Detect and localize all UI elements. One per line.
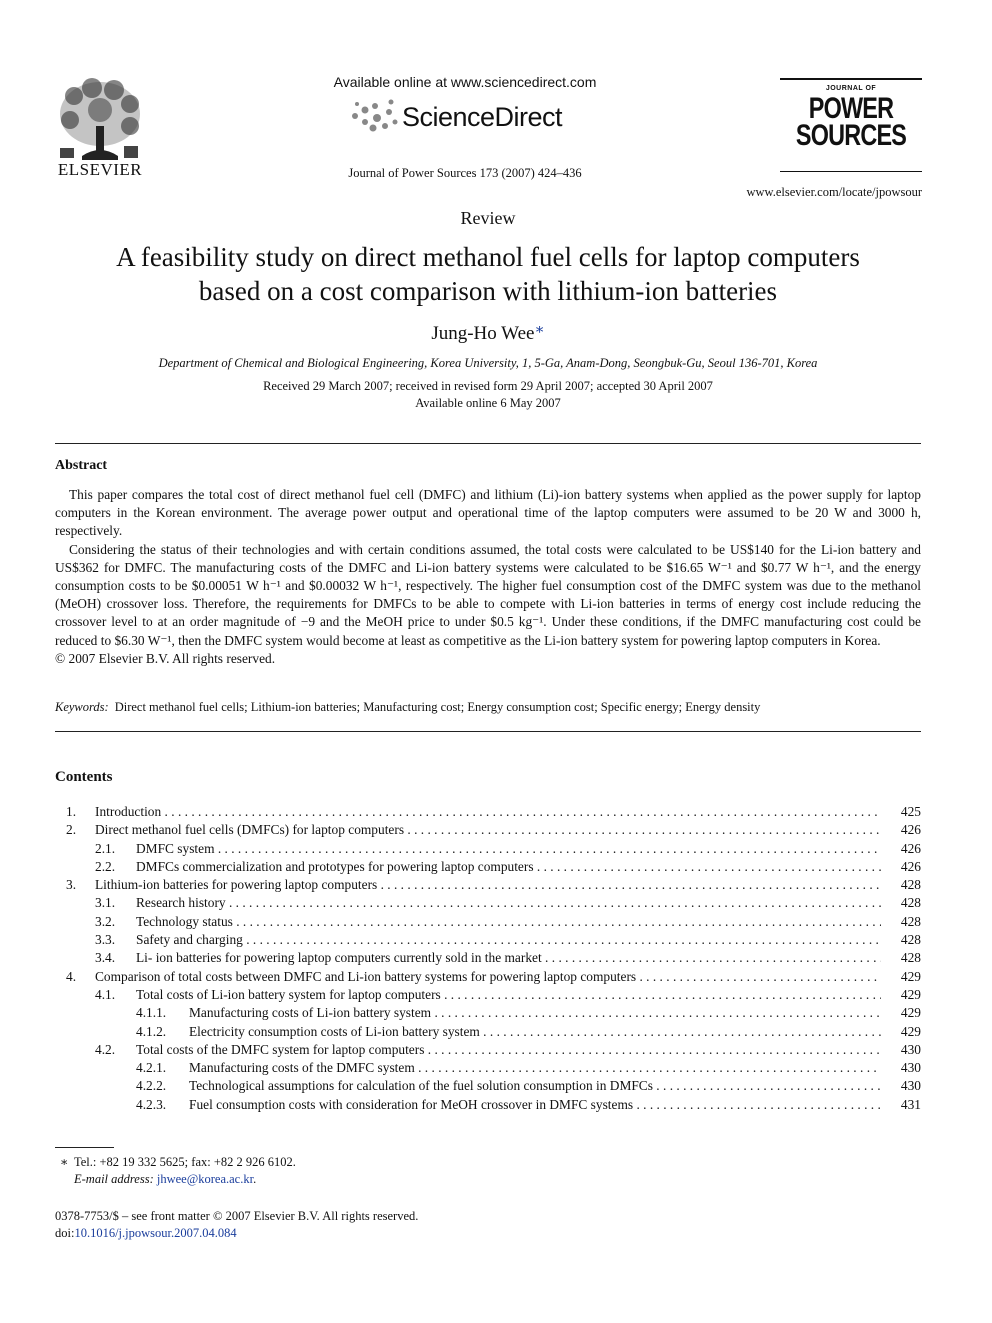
toc-entry-label[interactable]: Fuel consumption costs with consideration for MeOH crossover in DMFC systems . . . — [189, 1096, 881, 1114]
front-matter — [55, 1208, 418, 1242]
footnote-rule — [55, 1147, 114, 1148]
journal-logo-line2: SOURCES — [795, 119, 907, 152]
toc-entry-label[interactable]: Technological assumptions for calculation of the fuel solution consumption in DMFCs . . . — [189, 1077, 881, 1095]
doi-line — [55, 1225, 418, 1242]
toc-entry-label[interactable]: Direct methanol fuel cells (DMFCs) for laptop computers . . . — [95, 821, 881, 839]
toc-entry[interactable] — [55, 986, 921, 1004]
toc-entry-page: 429 — [900, 968, 921, 984]
toc-entry[interactable] — [55, 1077, 921, 1095]
footnote-mark: ∗ — [60, 1155, 69, 1169]
toc-entry-number: 3.3. — [95, 932, 116, 948]
toc-entry-page: 431 — [900, 1096, 921, 1112]
article-title — [60, 240, 916, 308]
toc-entry-number: 4.1. — [95, 986, 116, 1002]
journal-logo-rule-bottom — [780, 171, 922, 172]
toc-entry-label[interactable]: Technology status . . . — [136, 913, 881, 931]
toc-entry[interactable] — [55, 913, 921, 931]
footnote-tel: Tel.: +82 19 332 5625; fax: +82 2 926 6102. — [74, 1155, 296, 1169]
toc-entry-number: 3.2. — [95, 913, 116, 929]
toc-entry-number: 4.1.2. — [136, 1023, 167, 1039]
divider-bottom — [55, 731, 921, 732]
journal-url[interactable]: www.elsevier.com/locate/jpowsour — [746, 185, 922, 199]
toc-entry-number: 4.2.1. — [136, 1060, 167, 1076]
abstract-copyright: © 2007 Elsevier B.V. All rights reserved. — [55, 650, 276, 666]
received-dates: Received 29 March 2007; received in revised form 29 April 2007; accepted 30 April 2007 — [263, 379, 713, 393]
toc-entry-page: 426 — [900, 840, 921, 856]
abstract-paragraph-2: Considering the status of their technologies and with certain conditions assumed, the total costs were calculated to be US$140 for the Li-ion battery and US$362 for DMFC. The manufacturing costs of the DMFC and Li-ion battery systems were calculated to be $16.65 W⁻¹ and $0.77 W h⁻¹, and the energy consumption costs to be $0.00051 W h⁻¹ and $0.00032 W h⁻¹, respectively. The higher fuel consumption cost of the DMFC system was due to the methanol (MeOH) crossover loss. Therefore, the requirements for DMFCs to be able to compete with Li-ion batteries in terms of energy cost include reducing the crossover level to at an order magnitude of −9 and the MeOH price to under $0.5 kg⁻¹. Under these conditions, if the DMFC manufacturing cost could be reduced to $6.30 W⁻¹, then the DMFC system would become at least as competitive as the Li-ion battery system for powering laptop computers in Korea. — [55, 541, 921, 648]
toc-entry-page: 429 — [900, 1023, 921, 1039]
toc-entry[interactable] — [55, 803, 921, 821]
toc-entry-label[interactable]: Comparison of total costs between DMFC and Li-ion battery systems for powering laptop computers . . . — [95, 968, 881, 986]
toc-entry[interactable] — [55, 876, 921, 894]
footnote — [60, 1154, 296, 1187]
author-affiliation: Department of Chemical and Biological Engineering, Korea University, 1, 5-Ga, Anam-Dong, Seongbuk-Gu, Seoul 136-701, Korea — [158, 356, 818, 370]
toc-entry-label[interactable]: Electricity consumption costs of Li-ion battery system . . . — [189, 1023, 881, 1041]
toc-entry[interactable] — [55, 840, 921, 858]
article-type: Review — [460, 208, 516, 228]
toc-entry-page: 428 — [900, 932, 921, 948]
journal-logo-rule-top — [780, 78, 922, 80]
toc-entry-page: 428 — [900, 895, 921, 911]
author-name: Jung-Ho Wee — [431, 323, 535, 344]
toc-entry-label[interactable]: Manufacturing costs of Li-ion battery system . . . — [189, 1004, 881, 1022]
doi-label: doi: — [55, 1226, 75, 1240]
keywords-text: Direct methanol fuel cells; Lithium-ion batteries; Manufacturing cost; Energy consumption cost; Specific energy; Energy density — [114, 700, 761, 714]
toc-entry-page: 430 — [900, 1078, 921, 1094]
author-footnote-mark[interactable]: ∗ — [534, 322, 545, 338]
journal-logo-line1: POWER — [808, 92, 894, 125]
toc-entry-number: 2.2. — [95, 858, 116, 874]
email-label: E-mail address: — [74, 1171, 154, 1186]
email-end: . — [253, 1171, 257, 1186]
toc-entry[interactable] — [55, 858, 921, 876]
toc-entry-page: 428 — [900, 950, 921, 966]
doi-link[interactable]: 10.1016/j.jpowsour.2007.04.084 — [74, 1226, 237, 1240]
toc-entry-page: 425 — [900, 804, 921, 819]
toc-entry[interactable] — [55, 949, 921, 967]
article-dates — [60, 378, 916, 412]
journal-logo — [795, 92, 907, 152]
toc-entry-number: 1. — [66, 804, 77, 819]
abstract-paragraph-1: This paper compares the total cost of direct methanol fuel cell (DMFC) and lithium (Li)-ion battery systems when applied as the power supply for laptop computers in the Korean environment. The average power output and operational time of the laptop computers were assumed to be 20 W and 3000 h, respectively. — [55, 487, 921, 539]
available-online-text: Available online at www.sciencedirect.com — [333, 74, 597, 90]
toc-entry[interactable] — [55, 1023, 921, 1041]
title-line-2: based on a cost comparison with lithium-ion batteries — [198, 276, 778, 306]
toc-entry-label[interactable]: Manufacturing costs of the DMFC system . . . — [189, 1059, 881, 1077]
toc-entry-number: 3. — [66, 877, 77, 893]
toc-entry-label[interactable]: Total costs of Li-ion battery system for laptop computers . . . — [136, 986, 881, 1004]
toc-entry-page: 430 — [900, 1060, 921, 1076]
issn-line: 0378-7753/$ – see front matter © 2007 Elsevier B.V. All rights reserved. — [55, 1209, 419, 1223]
toc-entry[interactable] — [55, 1059, 921, 1077]
toc-entry[interactable] — [55, 1004, 921, 1022]
toc-entry-page: 426 — [900, 822, 921, 838]
toc-entry-page: 426 — [900, 858, 921, 874]
toc-entry-number: 3.1. — [95, 895, 116, 911]
toc-entry-label[interactable]: Safety and charging . . . — [136, 931, 881, 949]
abstract-heading: Abstract — [55, 458, 108, 473]
table-of-contents — [55, 803, 921, 1114]
toc-entry-label[interactable]: Introduction . . . — [95, 803, 881, 821]
author-line — [0, 320, 976, 345]
toc-entry-page: 429 — [900, 1005, 921, 1021]
toc-entry-number: 4.2.3. — [136, 1096, 167, 1112]
toc-entry[interactable] — [55, 821, 921, 839]
available-online-date: Available online 6 May 2007 — [415, 396, 561, 410]
toc-entry-label[interactable]: Research history . . . — [136, 894, 881, 912]
footnote-email-line — [60, 1171, 296, 1188]
keywords-label: Keywords: — [55, 700, 109, 714]
footnote-contact — [60, 1154, 296, 1171]
toc-entry-number: 2.1. — [95, 840, 116, 856]
divider-top — [55, 443, 921, 444]
toc-entry-page: 429 — [900, 986, 921, 1002]
toc-entry-label[interactable]: DMFC system . . . — [136, 840, 881, 858]
keywords — [55, 700, 921, 715]
toc-entry-label[interactable]: Lithium-ion batteries for powering laptop computers . . . — [95, 876, 881, 894]
toc-entry[interactable] — [55, 1041, 921, 1059]
toc-entry-number: 4.2. — [95, 1041, 116, 1057]
toc-entry-number: 2. — [66, 822, 77, 838]
title-line-1: A feasibility study on direct methanol fuel cells for laptop computers — [116, 242, 860, 272]
toc-entry-page: 428 — [900, 913, 921, 929]
toc-entry[interactable] — [55, 968, 921, 986]
toc-entry[interactable] — [55, 1096, 921, 1114]
toc-entry-page: 428 — [900, 877, 921, 893]
toc-entry-number: 4.2.2. — [136, 1078, 167, 1094]
journal-logo-small-text: JOURNAL OF — [825, 85, 877, 92]
sciencedirect-wordmark: ScienceDirect — [402, 102, 563, 132]
toc-entry-label[interactable]: DMFCs commercialization and prototypes for powering laptop computers . . . — [136, 858, 881, 876]
toc-entry-label[interactable]: Total costs of the DMFC system for laptop computers . . . — [136, 1041, 881, 1059]
toc-entry-page: 430 — [900, 1041, 921, 1057]
publisher-name: ELSEVIER — [57, 160, 143, 179]
journal-citation: Journal of Power Sources 173 (2007) 424–436 — [348, 166, 582, 180]
email-link[interactable]: jhwee@korea.ac.kr — [156, 1171, 254, 1186]
toc-entry-label[interactable]: Li- ion batteries for powering laptop computers currently sold in the market . . . — [136, 949, 881, 967]
contents-heading: Contents — [55, 769, 113, 785]
abstract-body — [55, 486, 921, 668]
toc-entry-number: 4. — [66, 968, 77, 984]
toc-entry[interactable] — [55, 894, 921, 912]
toc-entry-number: 3.4. — [95, 950, 116, 966]
toc-entry-number: 4.1.1. — [136, 1005, 167, 1021]
toc-entry[interactable] — [55, 931, 921, 949]
